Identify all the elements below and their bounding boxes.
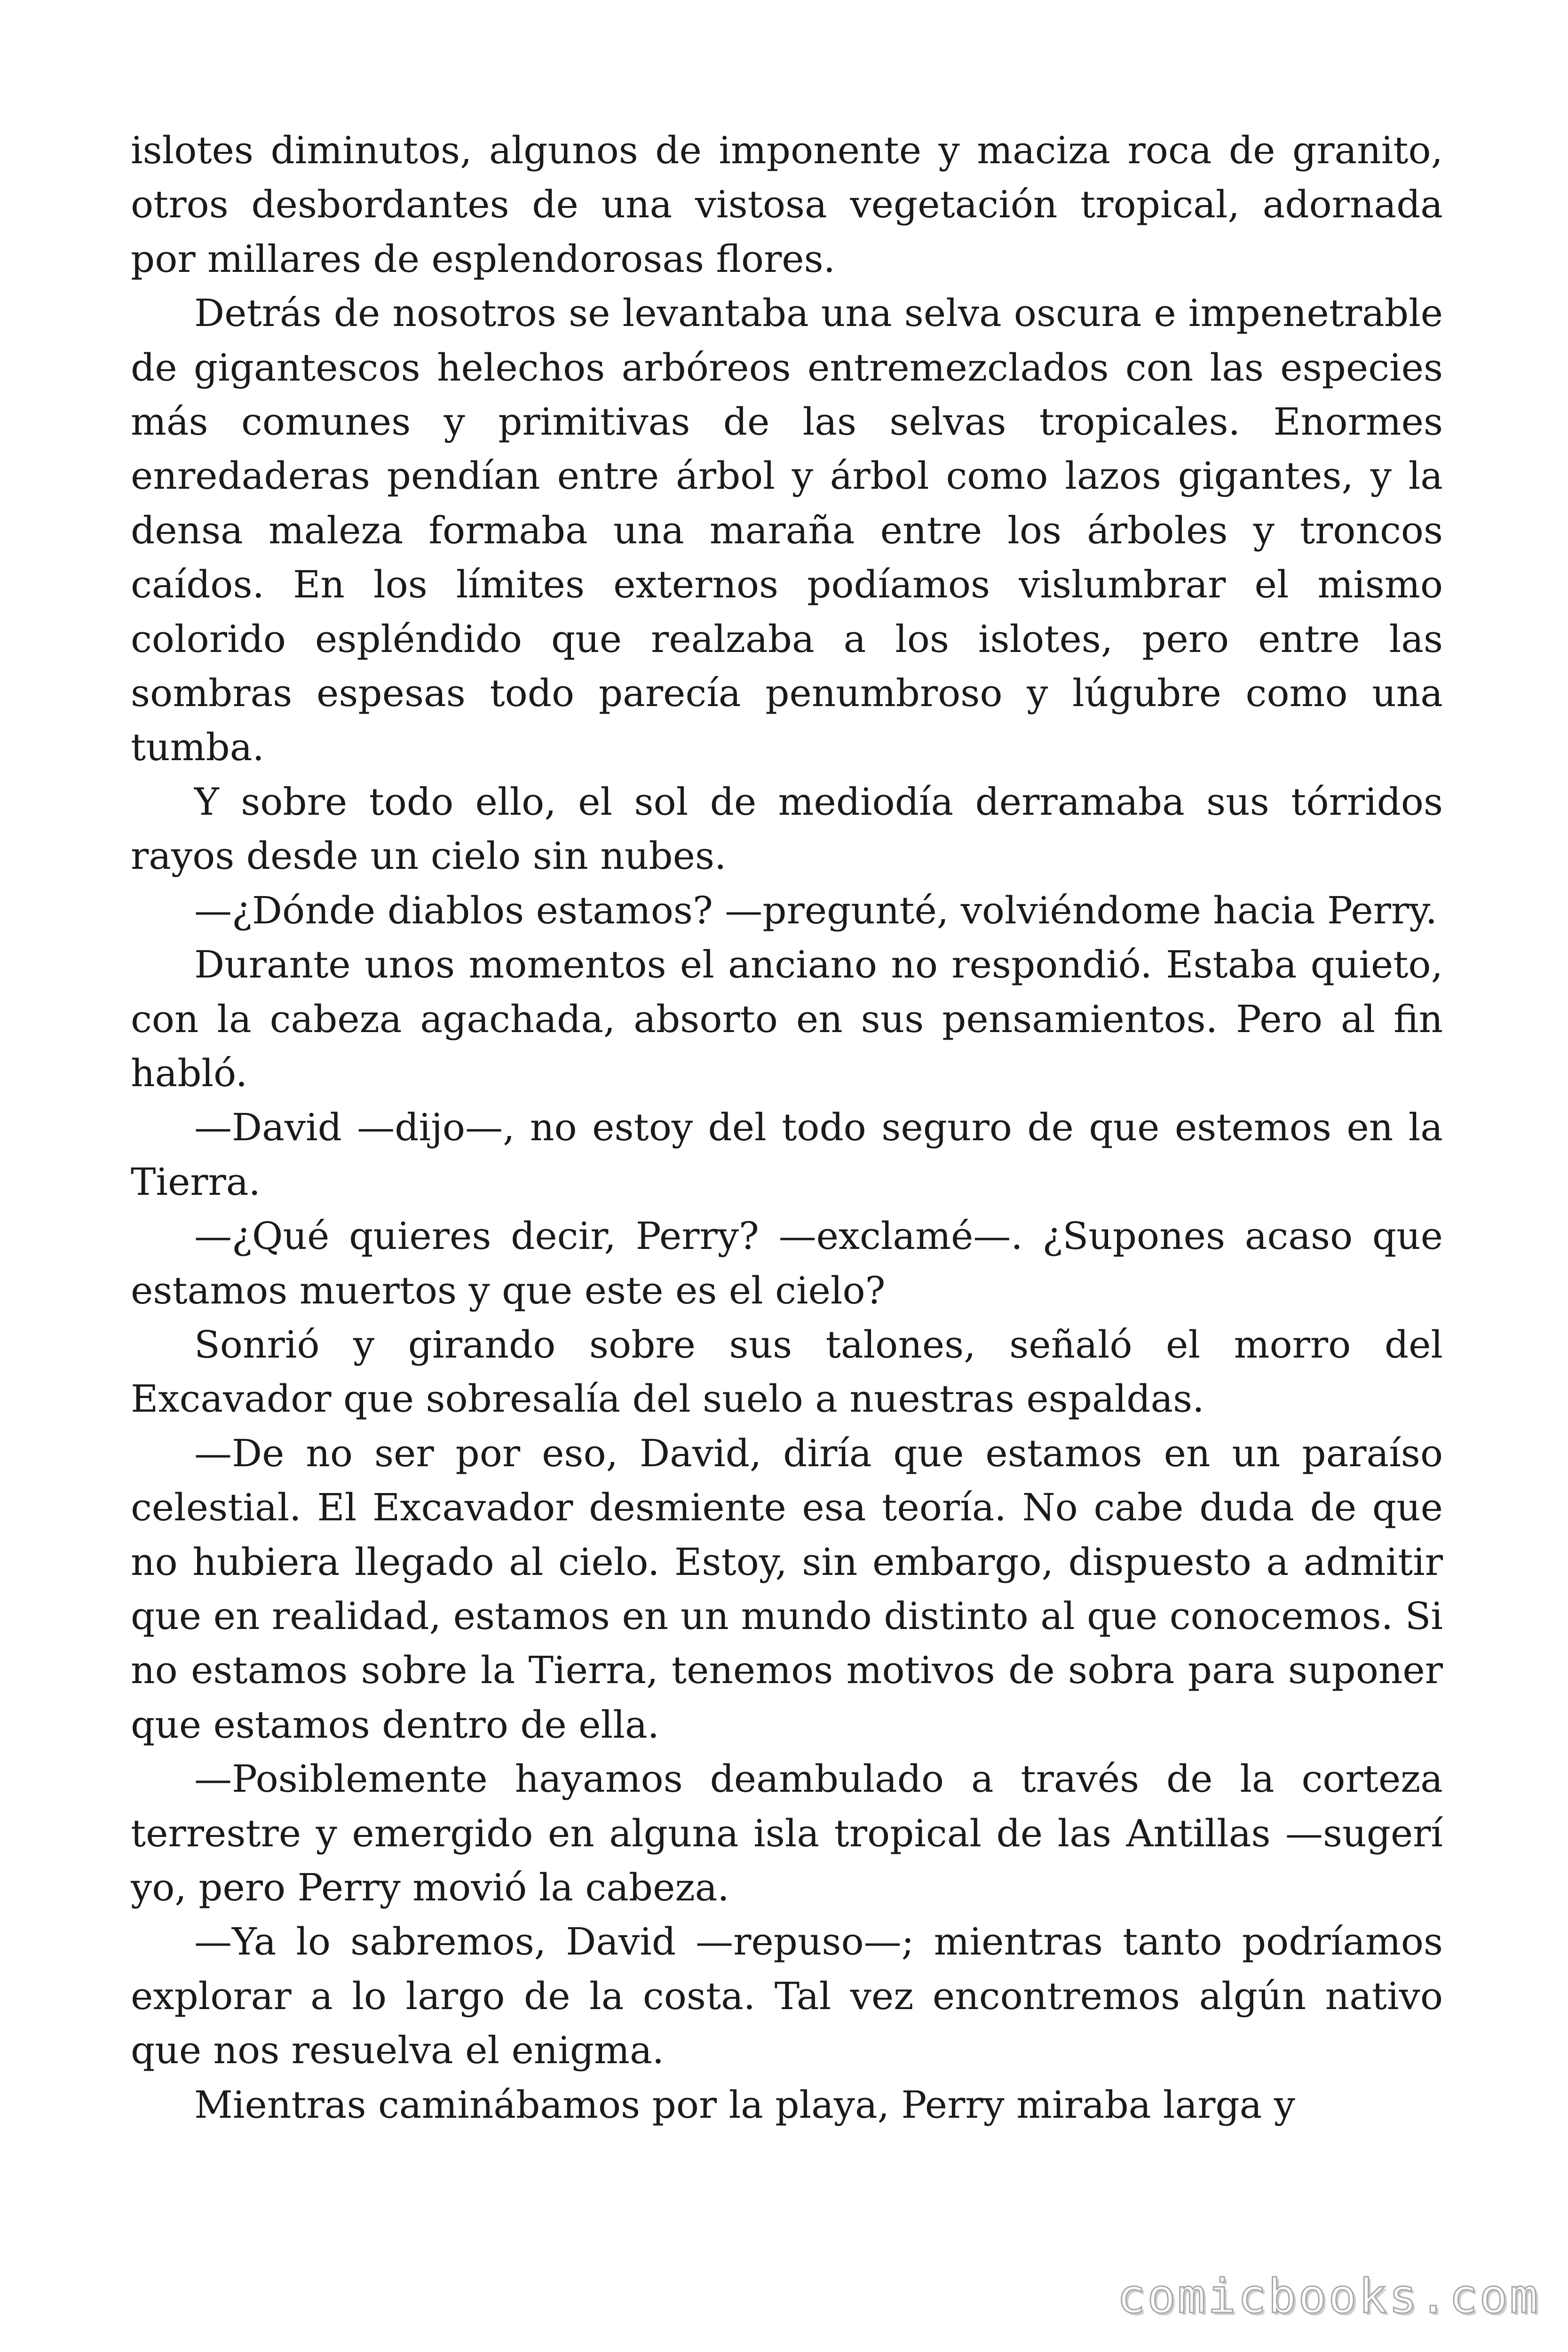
book-page-text [131,123,1443,2132]
paragraph: —De no ser por eso, David, diría que estamos en un paraíso celestial. El Excavador desmiente esa teoría. No cabe duda de que no hubiera llegado al cielo. Estoy, sin embargo, dispuesto a admitir que en realidad, estamos en un mundo distinto al que conocemos. Si no estamos sobre la Tierra, tenemos motivos de sobra para suponer que estamos dentro de ella. [131,1431,1443,1747]
paragraph: Mientras caminábamos por la playa, Perry miraba larga y [194,2082,1295,2127]
paragraph: Detrás de nosotros se levantaba una selva oscura e impenetrable de gigantescos helechos arbóreos entremezclados con las especies más comunes y primitivas de las selvas tropicales. Enormes enredaderas pendían entre árbol y árbol como lazos gigantes, y la densa maleza formaba una maraña entre los árboles y troncos caídos. En los límites externos podíamos vislumbrar el mismo colorido espléndido que realzaba a los islotes, pero entre las sombras espesas todo parecía penumbroso y lúgubre como una tumba. [131,291,1443,770]
paragraph: —David —dijo—, no estoy del todo seguro de que estemos en la Tierra. [131,1105,1443,1204]
paragraph: —Posiblemente hayamos deambulado a través de la corteza terrestre y emergido en alguna isla tropical de las Antillas —sugerí yo, pero Perry movió la cabeza. [131,1757,1443,1909]
paragraph: —¿Dónde diablos estamos? —pregunté, volviéndome hacia Perry. [194,888,1438,932]
paragraph: Durante unos momentos el anciano no respondió. Estaba quieto, con la cabeza agachada, absorto en sus pensamientos. Pero al fin habló. [131,943,1443,1095]
paragraph: —¿Qué quieres decir, Perry? —exclamé—. ¿Supones acaso que estamos muertos y que este es el cielo? [131,1214,1443,1312]
paragraph: Sonrió y girando sobre sus talones, señaló el morro del Excavador que sobresalía del suelo a nuestras espaldas. [131,1322,1443,1421]
paragraph: islotes diminutos, algunos de imponente y maciza roca de granito, otros desbordantes de una vistosa vegetación tropical, adornada por millares de esplendorosas flores. [131,128,1443,281]
watermark-logo: comicbooks.com [1117,2269,1540,2324]
paragraph: Y sobre todo ello, el sol de mediodía derramaba sus tórridos rayos desde un cielo sin nubes. [131,779,1443,878]
paragraph: —Ya lo sabremos, David —repuso—; mientras tanto podríamos explorar a lo largo de la costa. Tal vez encontremos algún nativo que nos resuelva el enigma. [131,1920,1443,2073]
